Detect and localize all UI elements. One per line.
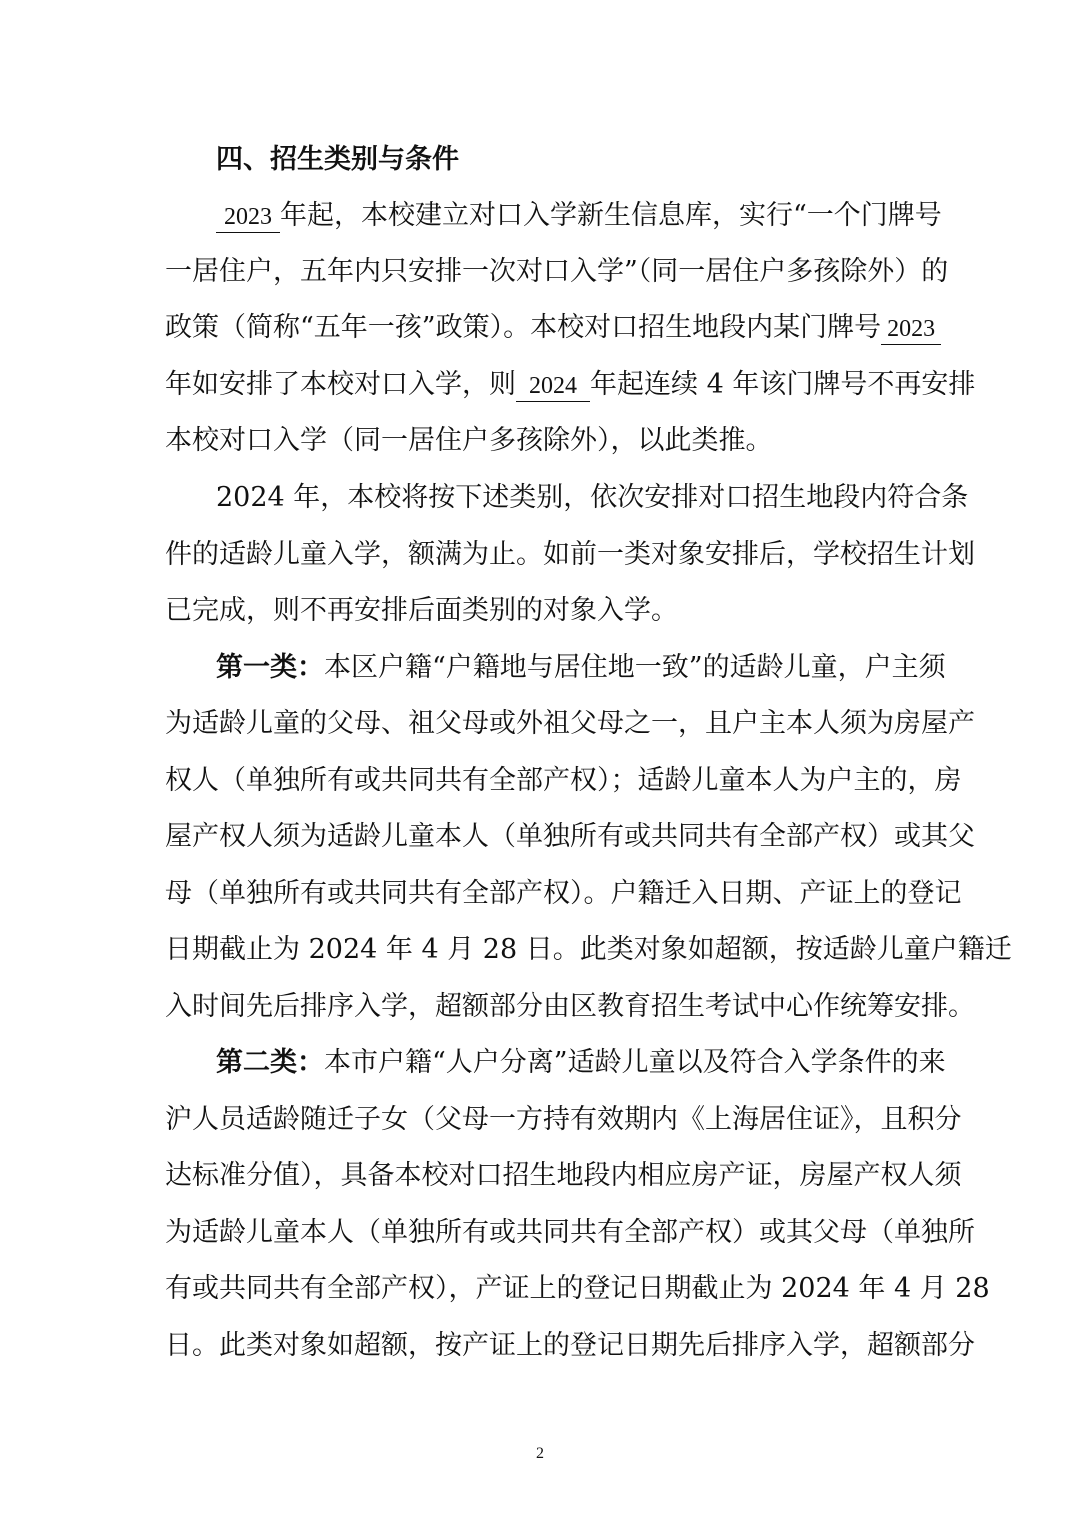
paragraph-1-line-2: 一居住户，五年内只安排一次对口入学”（同一居住户多孩除外）的	[165, 256, 949, 287]
category-1-label: 第一类：	[216, 652, 324, 683]
paragraph-1-line-5: 本校对口入学（同一居住户多孩除外），以此类推。	[165, 425, 773, 456]
section-heading: 四、招生类别与条件	[216, 144, 459, 175]
paragraph-4-line-1	[216, 1043, 946, 1083]
paragraph-4-line-3: 达标准分值），具备本校对口招生地段内相应房产证，房屋产权人须	[165, 1160, 962, 1191]
paragraph-2-line-3: 已完成，则不再安排后面类别的对象入学。	[165, 595, 678, 626]
page-number: 2	[536, 1445, 544, 1462]
paragraph-1-line-1-text: 年起，本校建立对口入学新生信息库，实行“一个门牌号	[280, 200, 942, 231]
paragraph-4-line-2: 沪人员适龄随迁子女（父母一方持有效期内《上海居住证》，且积分	[165, 1104, 962, 1135]
category-2-label: 第二类：	[216, 1047, 324, 1078]
paragraph-1-line-3	[165, 308, 936, 348]
paragraph-3-line-6: 日期截止为 2024 年 4 月 28 日。此类对象如超额，按适龄儿童户籍迁	[165, 934, 1012, 965]
paragraph-3-line-5: 母（单独所有或共同共有全部产权）。户籍迁入日期、产证上的登记	[165, 878, 962, 909]
paragraph-3-line-2: 为适龄儿童的父母、祖父母或外祖父母之一，且户主本人须为房屋产	[165, 708, 975, 739]
paragraph-4-line-5: 有或共同共有全部产权），产证上的登记日期截止为 2024 年 4 月 28	[165, 1273, 990, 1304]
paragraph-1-line-4	[165, 365, 976, 405]
paragraph-1-line-1	[216, 196, 942, 236]
paragraph-4-line-1-text: 本市户籍“人户分离”适龄儿童以及符合入学条件的来	[324, 1047, 946, 1078]
paragraph-3-line-1	[216, 648, 946, 688]
paragraph-3-line-1-text: 本区户籍“户籍地与居住地一致”的适龄儿童，户主须	[324, 652, 946, 683]
paragraph-2-line-1: 2024 年，本校将按下述类别，依次安排对口招生地段内符合条	[216, 482, 969, 513]
paragraph-1-line-4-text-a: 年如安排了本校对口入学，则	[165, 369, 516, 400]
paragraph-1-line-4-text-b: 年起连续 4 年该门牌号不再安排	[590, 369, 976, 400]
year-blank: 2024	[516, 371, 590, 402]
year-blank: 2023	[881, 314, 941, 345]
paragraph-4-line-4: 为适龄儿童本人（单独所有或共同共有全部产权）或其父母（单独所	[165, 1217, 975, 1248]
paragraph-3-line-7: 入时间先后排序入学，超额部分由区教育招生考试中心作统筹安排。	[165, 991, 975, 1022]
paragraph-3-line-3: 权人（单独所有或共同共有全部产权）；适龄儿童本人为户主的，房	[165, 765, 962, 796]
paragraph-4-line-6: 日。此类对象如超额，按产证上的登记日期先后排序入学，超额部分	[165, 1330, 975, 1361]
paragraph-1-line-3-text: 政策（简称“五年一孩”政策）。本校对口招生地段内某门牌号	[165, 312, 882, 343]
paragraph-2-line-2: 件的适龄儿童入学，额满为止。如前一类对象安排后，学校招生计划	[165, 539, 975, 570]
year-blank: 2023	[216, 202, 280, 233]
paragraph-3-line-4: 屋产权人须为适龄儿童本人（单独所有或共同共有全部产权）或其父	[165, 821, 975, 852]
